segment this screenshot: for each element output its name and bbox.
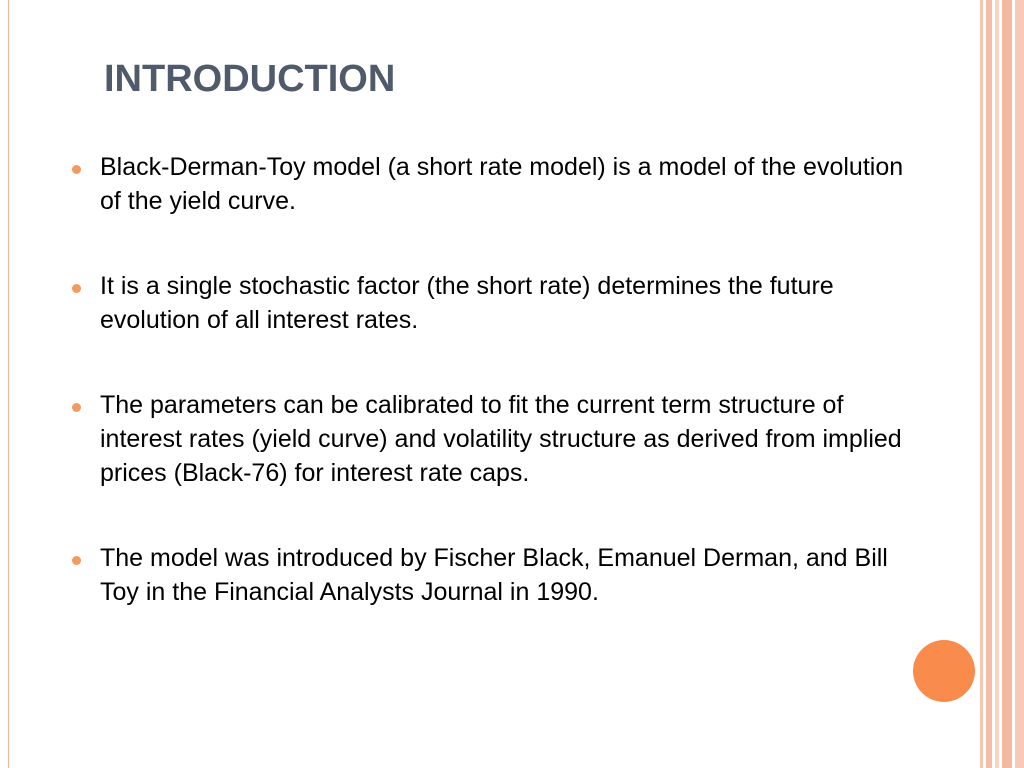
bullet-item bbox=[72, 269, 912, 337]
decorative-circle-icon bbox=[913, 640, 975, 702]
right-decorative-stripe bbox=[986, 0, 992, 768]
right-decorative-stripe bbox=[980, 0, 983, 768]
bullet-dot-icon bbox=[72, 403, 81, 412]
right-decorative-stripe bbox=[995, 0, 999, 768]
bullet-item bbox=[72, 541, 912, 609]
bullet-text: The parameters can be calibrated to fit the current term structure of interest rates (yield curve) and volatility structure as derived from implied prices (Black-76) for interest rate caps. bbox=[100, 391, 902, 487]
bullet-text: The model was introduced by Fischer Black, Emanuel Derman, and Bill Toy in the Financial Analysts Journal in 1990. bbox=[100, 544, 888, 606]
bullet-dot-icon bbox=[72, 165, 81, 174]
bullet-dot-icon bbox=[72, 284, 81, 293]
bullet-item bbox=[72, 388, 912, 490]
right-decorative-stripe bbox=[1015, 0, 1024, 768]
slide-title: INTRODUCTION bbox=[104, 58, 396, 100]
bullet-list bbox=[72, 150, 912, 660]
bullet-text: Black-Derman-Toy model (a short rate model) is a model of the evolution of the yield curve. bbox=[100, 153, 904, 215]
bullet-text: It is a single stochastic factor (the short rate) determines the future evolution of all interest rates. bbox=[100, 272, 834, 334]
bullet-item bbox=[72, 150, 912, 218]
left-border-line bbox=[8, 0, 9, 768]
bullet-dot-icon bbox=[72, 556, 81, 565]
right-decorative-stripe bbox=[1002, 0, 1012, 768]
